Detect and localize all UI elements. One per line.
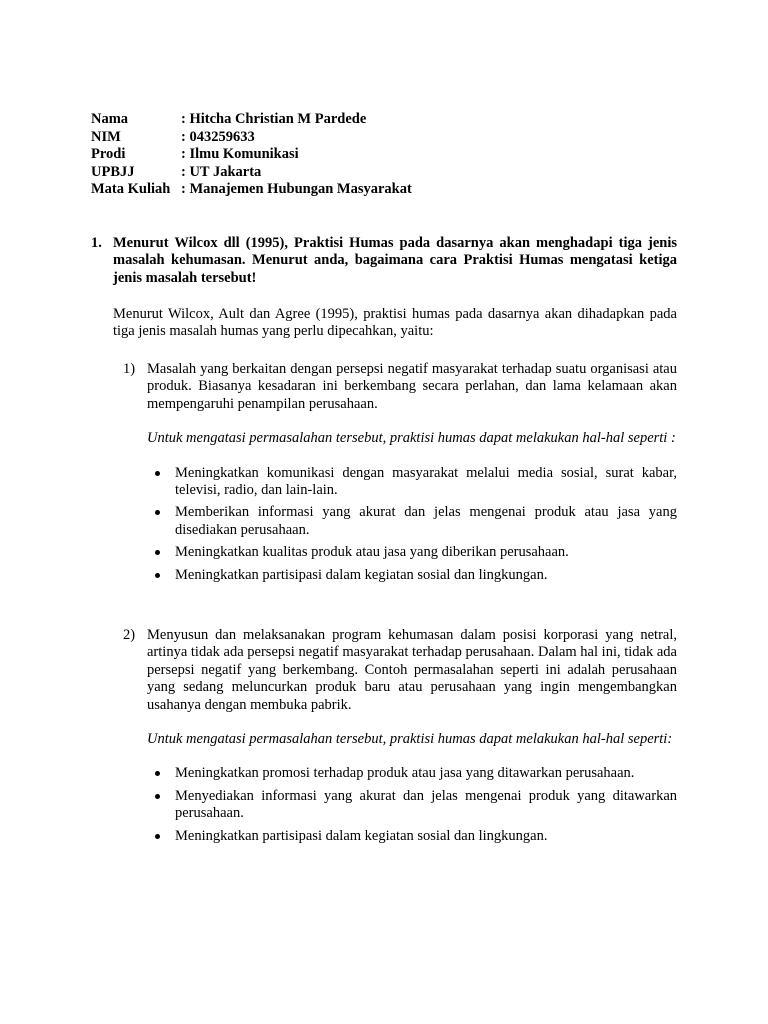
answer-point-2	[123, 627, 677, 850]
identity-row-prodi	[91, 146, 412, 164]
bullet-text: Meningkatkan partisipasi dalam kegiatan sosial dan lingkungan.	[175, 566, 548, 583]
bullet-icon	[147, 828, 175, 845]
point-subintro: Untuk mengatasi permasalahan tersebut, praktisi humas dapat melakukan hal-hal seperti :	[147, 430, 676, 447]
bullet-text: Memberikan informasi yang akurat dan jelas mengenai produk atau jasa yang disediakan perusahaan.	[175, 504, 677, 538]
bullet-list	[147, 765, 677, 845]
identity-value: : Ilmu Komunikasi	[181, 146, 299, 163]
point-subintro: Untuk mengatasi permasalahan tersebut, praktisi humas dapat melakukan hal-hal seperti:	[147, 731, 673, 748]
question-1	[91, 235, 677, 287]
bullet-icon	[147, 788, 175, 823]
identity-value: : Manajemen Hubungan Masyarakat	[181, 181, 412, 198]
answer-point-1	[123, 361, 677, 589]
identity-label: Nama	[91, 111, 129, 127]
bullet-text: Meningkatkan komunikasi dengan masyarakat melalui media sosial, surat kabar, televisi, radio, dan lain-lain.	[175, 464, 677, 499]
identity-block	[91, 111, 412, 199]
list-item	[147, 465, 677, 500]
identity-value: : UT Jakarta	[181, 163, 262, 180]
list-item	[147, 788, 677, 823]
identity-label: NIM	[91, 128, 121, 145]
bullet-icon	[147, 465, 175, 500]
bullet-icon	[147, 504, 175, 539]
list-item	[147, 504, 677, 539]
bullet-text: Meningkatkan partisipasi dalam kegiatan sosial dan lingkungan.	[175, 827, 548, 844]
identity-value: : 043259633	[181, 128, 255, 145]
bullet-text: Menyediakan informasi yang akurat dan jelas mengenai produk yang ditawarkan perusahaan.	[175, 787, 677, 822]
bullet-icon	[147, 765, 175, 782]
identity-row-mata-kuliah	[91, 181, 412, 199]
answer-intro: Menurut Wilcox, Ault dan Agree (1995), praktisi humas pada dasarnya akan dihadapkan pada tiga jenis masalah humas yang perlu dipecahkan, yaitu:	[113, 306, 677, 340]
identity-row-upbjj	[91, 164, 412, 182]
list-item	[147, 567, 677, 584]
identity-label: Mata Kuliah	[91, 181, 171, 198]
bullet-text: Meningkatkan promosi terhadap produk atau jasa yang ditawarkan perusahaan.	[175, 765, 635, 782]
point-body	[147, 627, 677, 850]
bullet-list	[147, 465, 677, 584]
bullet-text: Meningkatkan kualitas produk atau jasa yang diberikan perusahaan.	[175, 544, 569, 561]
point-body	[147, 361, 677, 589]
list-item	[147, 544, 677, 561]
identity-row-name	[91, 111, 412, 129]
list-item	[147, 765, 677, 782]
identity-label: UPBJJ	[91, 163, 135, 180]
point-text: Masalah yang berkaitan dengan persepsi negatif masyarakat terhadap suatu organisasi atau produk. Biasanya kesadaran ini berkembang secara perlahan, dan lama kelamaan akan mempengaruhi penampilan perusahaan.	[147, 361, 677, 412]
point-text: Menyusun dan melaksanakan program kehumasan dalam posisi korporasi yang netral, artinya tidak ada persepsi negatif masyarakat terhadap perusahaan. Dalam hal ini, tidak ada persepsi negatif yang berkembang. Contoh permasalahan seperti ini adalah perusahaan yang sedang meluncurkan produk baru atau perusahaan yang ingin mengembangkan usahanya dengan membuka pabrik.	[147, 627, 677, 713]
identity-row-nim	[91, 129, 412, 147]
list-item	[147, 828, 677, 845]
point-number: 1)	[123, 361, 136, 377]
identity-value: : Hitcha Christian M Pardede	[181, 111, 367, 127]
identity-label: Prodi	[91, 146, 126, 163]
point-number: 2)	[123, 627, 136, 643]
bullet-icon	[147, 567, 175, 584]
bullet-icon	[147, 544, 175, 561]
question-number: 1.	[91, 235, 102, 251]
question-text: Menurut Wilcox dll (1995), Praktisi Humas pada dasarnya akan menghadapi tiga jenis masalah kehumasan. Menurut anda, bagaimana cara Praktisi Humas mengatasi ketiga jenis masalah tersebut!	[113, 235, 677, 286]
